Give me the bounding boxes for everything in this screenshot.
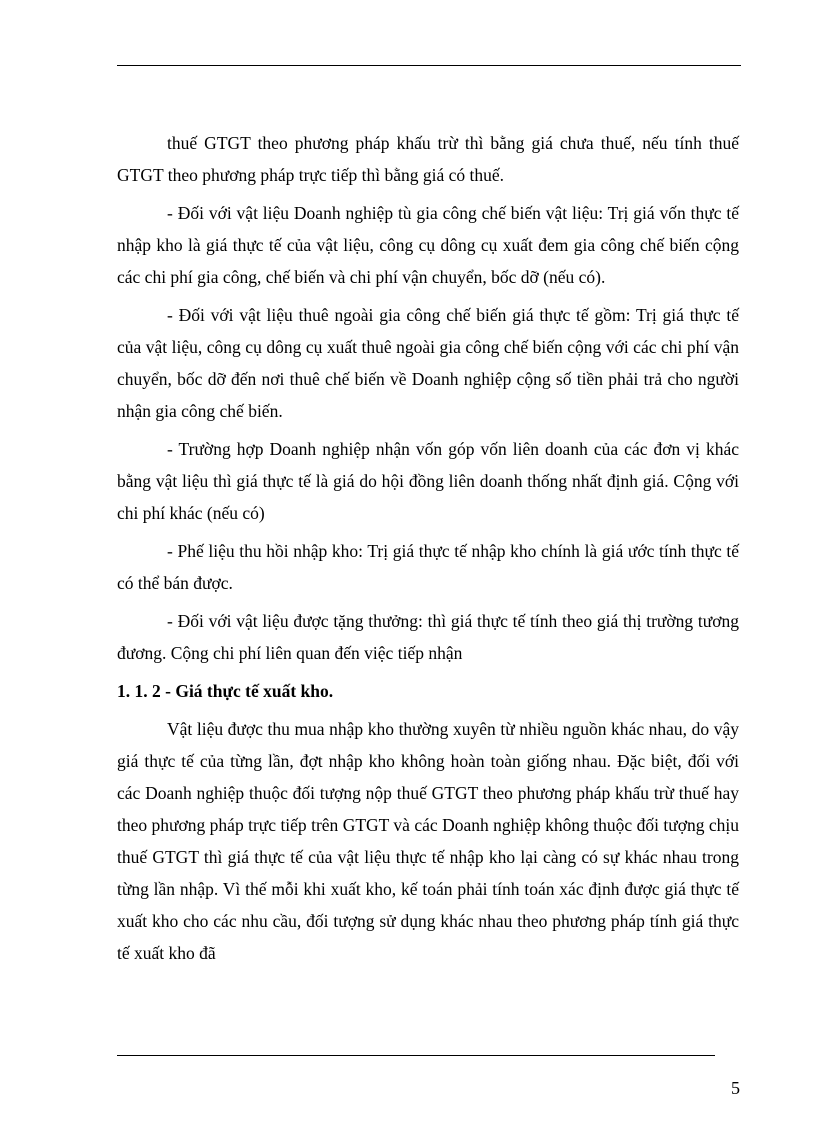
paragraph: - Đối với vật liệu được tặng thưởng: thì giá thực tế tính theo giá thị trường tương đương. Cộng chi phí liên quan đến việc tiếp nhận (117, 611, 739, 663)
section-heading: 1. 1. 2 - Giá thực tế xuất kho. (117, 681, 334, 701)
paragraph: - Đối với vật liệu Doanh nghiệp tù gia công chế biến vật liệu: Trị giá vốn thực tế nhập kho là giá thực tế của vật liệu, công cụ dông cụ xuất đem gia công chế biến cộng các chi phí gia công, chế biến và chi phí vận chuyển, bốc dỡ (nếu có). (117, 203, 739, 287)
paragraph: thuế GTGT theo phương pháp khấu trừ thì bằng giá chưa thuế, nếu tính thuế GTGT theo phương pháp trực tiếp thì bằng giá có thuế. (117, 133, 739, 185)
paragraph: - Trường hợp Doanh nghiệp nhận vốn góp vốn liên doanh của các đơn vị khác bằng vật liệu thì giá thực tế là giá do hội đồng liên doanh thống nhất định giá. Cộng với chi phí khác (nếu có) (117, 439, 739, 523)
paragraph: - Đối với vật liệu thuê ngoài gia công chế biến giá thực tế gồm: Trị giá thực tế của vật liệu, công cụ dông cụ xuất thuê ngoài gia công chế biến cộng với các chi phí vận chuyển, bốc dỡ đến nơi thuê chế biến về Doanh nghiệp cộng số tiền phải trả cho người nhận gia công chế biến. (117, 305, 739, 421)
header-rule (117, 65, 741, 66)
footer-rule (117, 1055, 715, 1056)
page-body (117, 127, 739, 969)
paragraph: - Phế liệu thu hồi nhập kho: Trị giá thực tế nhập kho chính là giá ước tính thực tế có thể bán được. (117, 541, 739, 593)
paragraph: Vật liệu được thu mua nhập kho thường xuyên từ nhiều nguồn khác nhau, do vậy giá thực tế của từng lần, đợt nhập kho không hoàn toàn giống nhau. Đặc biệt, đối với các Doanh nghiệp thuộc đối tượng nộp thuế GTGT theo phương pháp khấu trừ thuế hay theo phương pháp trực tiếp trên GTGT và các Doanh nghiệp không thuộc đối tượng chịu thuế GTGT thì giá thực tế của vật liệu thực tế nhập kho lại càng có sự khác nhau trong từng lần nhập. Vì thế mỗi khi xuất kho, kế toán phải tính toán xác định được giá thực tế xuất kho cho các nhu cầu, đối tượng sử dụng khác nhau theo phương pháp tính giá thực tế xuất kho đã (117, 719, 739, 963)
page-number: 5 (731, 1078, 740, 1098)
